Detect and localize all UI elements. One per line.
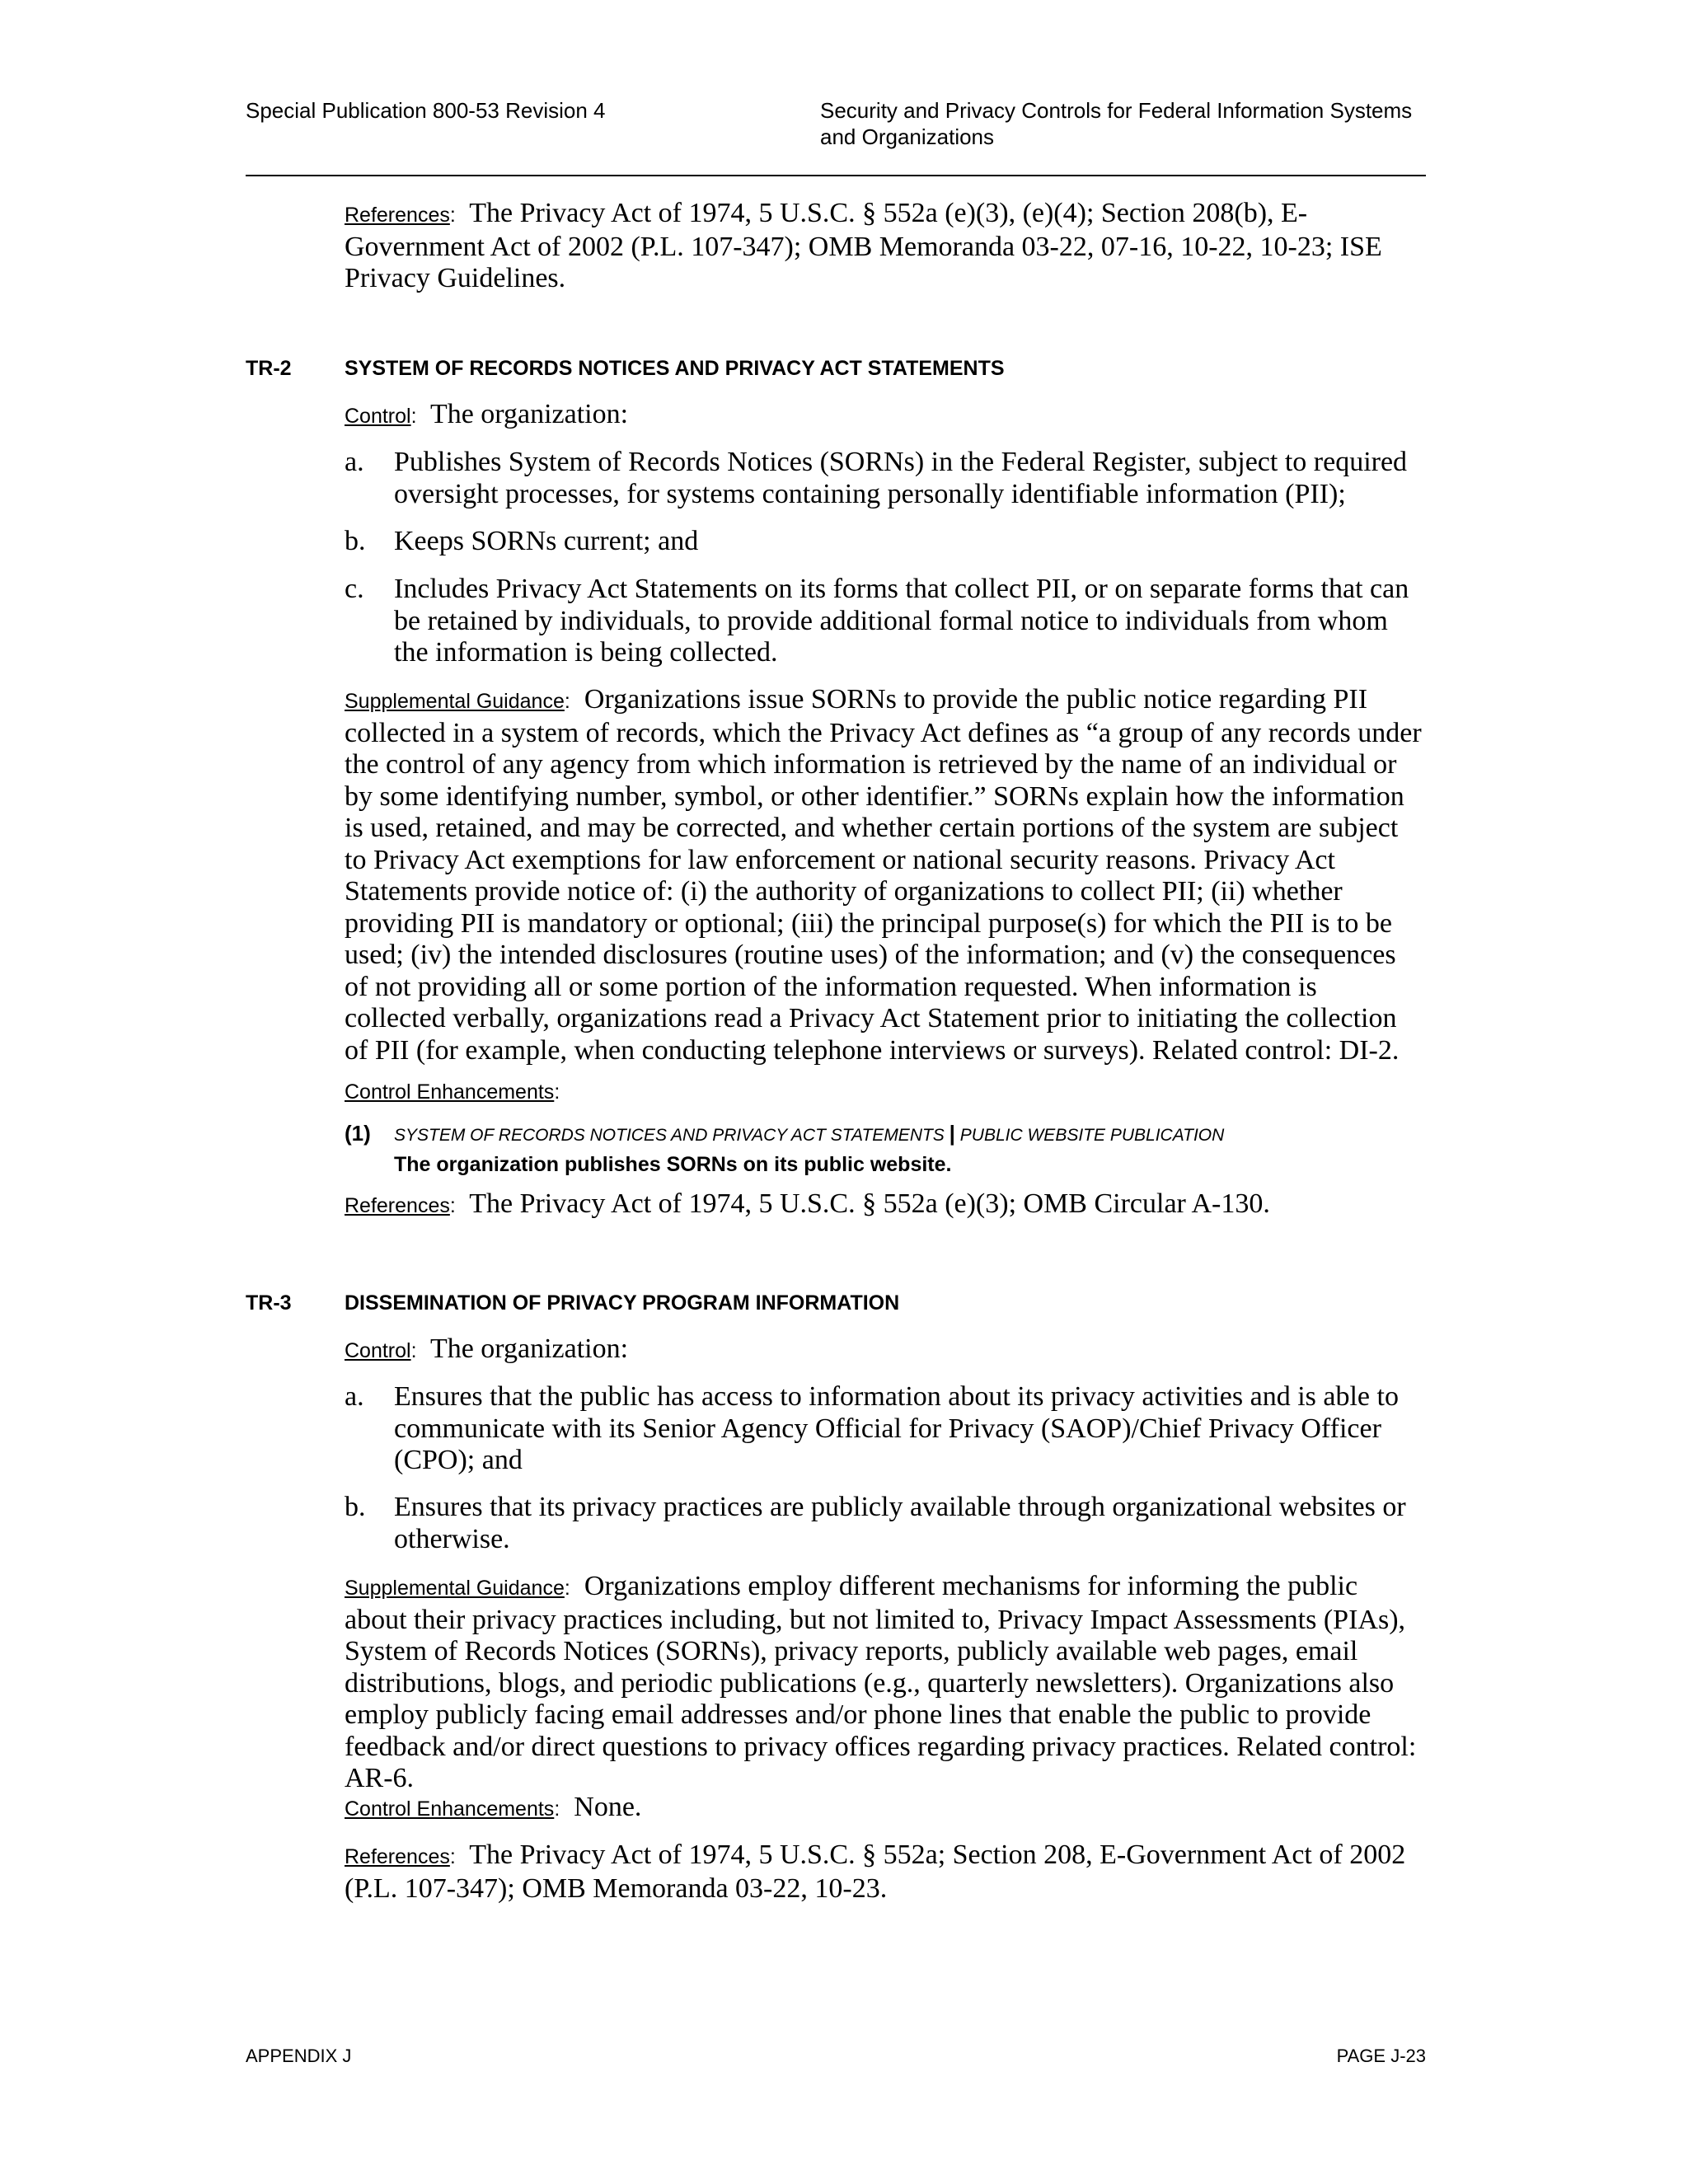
top-references: References: The Privacy Act of 1974, 5 U.S.C. § 552a (e)(3), (e)(4); Section 208(b), E-Government Act of 2002 (P.L. 107-347); OMB Memoranda 03-22, 07-16, 10-22, 10-23; ISE Privacy Guidelines. — [345, 198, 1382, 293]
item-text: Ensures that its privacy practices are publicly available through organizational websites or otherwise. — [394, 1492, 1406, 1554]
item-letter: c. — [345, 574, 364, 604]
footer-appendix: APPENDIX J — [246, 2046, 352, 2066]
tr2-supplemental-guidance: Supplemental Guidance: Organizations issue SORNs to provide the public notice regarding PII collected in a system of records, which the Privacy Act defines as “a group of any records under the control of any agency from which information is retrieved by the name of an individual or by some identifying number, symbol, or other identifier.” SORNs explain how the information is used, retained, and may be corrected, and whether certain portions of the system are subject to Privacy Act exemptions for law enforcement or national security reasons. Privacy Act Statements provide notice of: (i) the authority of organizations to collect PII; (ii) whether providing PII is mandatory or optional; (iii) the principal purpose(s) for which the PII is to be used; (iv) the intended disclosures (routine uses) of the information; and (v) the consequences of not providing all or some portion of the information requested. When information is collected verbally, organizations read a Privacy Act Statement prior to initiating the collection of PII (for example, when conducting telephone interviews or surveys). Related control: DI-2. — [345, 684, 1422, 1066]
tr3-control: Control: The organization: — [345, 1333, 629, 1364]
item-letter: a. — [345, 1381, 364, 1412]
guidance-text: Organizations employ different mechanisms for informing the public about their privacy practices including, but not limited to, Privacy Impact Assessments (PIAs), System of Records Notices (SORNs), privacy reports, publicly available web pages, email distributions, blogs, and periodic publications (e.g., quarterly newsletters). Organizations also employ publicly facing email addresses and/or phone lines that enable the public to provide feedback and/or direct questions to privacy offices regarding privacy practices. Related control: AR-6. — [345, 1571, 1417, 1793]
references-text: The Privacy Act of 1974, 5 U.S.C. § 552a; Section 208, E-Government Act of 2002 (P.L. 107-347); OMB Memoranda 03-22, 10-23. — [345, 1840, 1406, 1904]
enhancements-label: Control Enhancements — [345, 1797, 555, 1821]
control-label: Control — [345, 405, 411, 428]
header-document-title: Security and Privacy Controls for Federal Information Systems and Organizations — [820, 98, 1413, 149]
footer-page-number: PAGE J-23 — [1336, 2046, 1426, 2066]
enhancement-title-right: PUBLIC WEBSITE PUBLICATION — [959, 1126, 1225, 1145]
guidance-label: Supplemental Guidance — [345, 690, 565, 713]
control-title-tr3: DISSEMINATION OF PRIVACY PROGRAM INFORMATION — [345, 1291, 900, 1315]
header-publication: Special Publication 800-53 Revision 4 — [246, 98, 606, 123]
control-title-tr2: SYSTEM OF RECORDS NOTICES AND PRIVACY ACT STATEMENTS — [345, 357, 1005, 380]
item-letter: a. — [345, 447, 364, 477]
tr3-supplemental-guidance: Supplemental Guidance: Organizations employ different mechanisms for informing the public about their privacy practices including, but not limited to, Privacy Impact Assessments (PIAs), System of Records Notices (SORNs), privacy reports, publicly available web pages, email distributions, blogs, and periodic publications (e.g., quarterly newsletters). Organizations also employ publicly facing email addresses and/or phone lines that enable the public to provide feedback and/or direct questions to privacy offices regarding privacy practices. Related control: AR-6. — [345, 1571, 1417, 1793]
references-text: The Privacy Act of 1974, 5 U.S.C. § 552a (e)(3), (e)(4); Section 208(b), E-Government Act of 2002 (P.L. 107-347); OMB Memoranda 03-22, 07-16, 10-22, 10-23; ISE Privacy Guidelines. — [345, 198, 1382, 293]
tr3-references: References: The Privacy Act of 1974, 5 U.S.C. § 552a; Section 208, E-Government Act of 2002 (P.L. 107-347); OMB Memoranda 03-22, 10-23. — [345, 1840, 1406, 1904]
item-text: Ensures that the public has access to information about its privacy activities and is able to communicate with its Senior Agency Official for Privacy (SAOP)/Chief Privacy Officer (CPO); and — [394, 1381, 1399, 1475]
item-letter: b. — [345, 1492, 366, 1522]
control-text: The organization: — [429, 399, 629, 429]
references-label: References — [345, 204, 450, 227]
item-text: Includes Privacy Act Statements on its forms that collect PII, or on separate forms that can be retained by individuals, to provide additional formal notice to individuals from whom the information is being collected. — [394, 574, 1409, 668]
guidance-label: Supplemental Guidance — [345, 1577, 565, 1600]
enhancement-title-left: SYSTEM OF RECORDS NOTICES AND PRIVACY ACT STATEMENTS — [394, 1126, 945, 1145]
control-label: Control — [345, 1339, 411, 1362]
enhancements-label: Control Enhancements — [345, 1080, 555, 1104]
item-letter: b. — [345, 526, 366, 556]
tr2-control: Control: The organization: — [345, 399, 629, 429]
tr2-references: References: The Privacy Act of 1974, 5 U.S.C. § 552a (e)(3); OMB Circular A-130. — [345, 1188, 1270, 1219]
references-label: References — [345, 1845, 450, 1868]
references-label: References — [345, 1194, 450, 1217]
tr3-control-enhancements: Control Enhancements: None. — [345, 1792, 642, 1822]
page-header — [246, 97, 1426, 176]
enhancements-text: None. — [574, 1792, 642, 1822]
enhancement-number: (1) — [345, 1121, 371, 1146]
control-id-tr3: TR-3 — [246, 1291, 292, 1315]
references-text: The Privacy Act of 1974, 5 U.S.C. § 552a (e)(3); OMB Circular A-130. — [469, 1188, 1270, 1219]
enhancement-text: The organization publishes SORNs on its public website. — [394, 1153, 952, 1176]
control-id-tr2: TR-2 — [246, 357, 292, 380]
tr2-control-enhancements: Control Enhancements: — [345, 1080, 560, 1104]
enhancement-title — [394, 1121, 1224, 1148]
item-text: Publishes System of Records Notices (SORNs) in the Federal Register, subject to required oversight processes, for systems containing personally identifiable information (PII); — [394, 447, 1408, 509]
control-text: The organization: — [429, 1333, 629, 1364]
item-text: Keeps SORNs current; and — [394, 526, 699, 556]
guidance-text: Organizations issue SORNs to provide the public notice regarding PII collected in a system of records, which the Privacy Act defines as “a group of any records under the control of any agency from which information is retrieved by the name of an individual or by some identifying number, symbol, or other identifier.” SORNs explain how the information is used, retained, and may be corrected, and whether certain portions of the system are subject to Privacy Act exemptions for law enforcement or national security reasons. Privacy Act Statements provide notice of: (i) the authority of organizations to collect PII; (ii) whether providing PII is mandatory or optional; (iii) the principal purpose(s) for which the PII is to be used; (iv) the intended disclosures (routine uses) of the information; and (v) the consequences of not providing all or some portion of the information requested. When information is collected verbally, organizations read a Privacy Act Statement prior to initiating the collection of PII (for example, when conducting telephone interviews or surveys). Related control: DI-2. — [345, 684, 1422, 1066]
enhancement-separator: | — [949, 1121, 955, 1146]
